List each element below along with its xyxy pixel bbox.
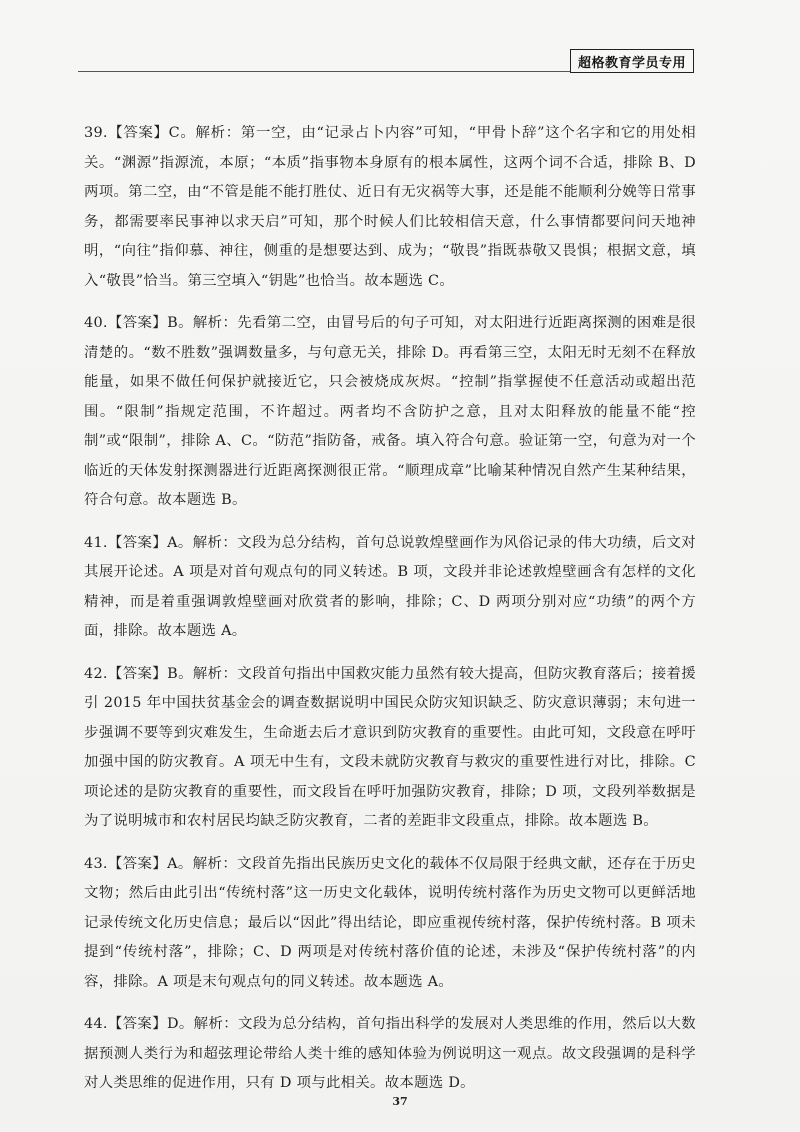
paragraph-q39: 39.【答案】C。解析：第一空，由“记录占卜内容”可知，“甲骨卜辞”这个名字和它的用处相关。“渊源”指源流，本原；“本质”指事物本身原有的根本属性，这两个词不合适，排除 B、D 两项。第二空，由“不管是能不能打胜仗、近日有无灾祸等大事，还是能不能顺利分娩等日常事务，都需要率民事神以求天启”可知，那个时候人们比较相信天意，什么事情都要问问天地神明，“向往”指仰慕、神往，侧重的是想要达到、成为；“敬畏”指既恭敬又畏惧；根据文意，填入“敬畏”恰当。第三空填入“钥匙”也恰当。故本题选 C。	[84, 125, 696, 289]
page-number: 37	[392, 1095, 408, 1108]
paragraph-q41: 41.【答案】A。解析：文段为总分结构，首句总说敦煌壁画作为风俗记录的伟大功绩，后文对其展开论述。A 项是对首句观点句的同义转述。B 项，文段并非论述敦煌壁画含有怎样的文化精神，而是着重强调敦煌壁画对欣赏者的影响，排除；C、D 两项分别对应“功绩”的两个方面，排除。故本题选 A。	[84, 534, 696, 639]
paragraph-q44: 44.【答案】D。解析：文段为总分结构，首句指出科学的发展对人类思维的作用，然后以大数据预测人类行为和超弦理论带给人类十维的感知体验为例说明这一观点。故文段强调的是科学对人类思维的促进作用，只有 D 项与此相关。故本题选 D。	[84, 1016, 696, 1091]
paragraph-q43: 43.【答案】A。解析：文段首先指出民族历史文化的载体不仅局限于经典文献，还存在于历史文物；然后由此引出“传统村落”这一历史文化载体，说明传统村落作为历史文物可以更鲜活地记录传统文化历史信息；最后以“因此”得出结论，即应重视传统村落，保护传统村落。B 项未提到“传统村落”，排除；C、D 两项是对传统村落价值的论述，未涉及“保护传统村落”的内容，排除。A 项是末句观点句的同义转述。故本题选 A。	[84, 855, 696, 990]
paragraph-q42: 42.【答案】B。解析：文段首句指出中国救灾能力虽然有较大提高，但防灾教育落后；接着援引 2015 年中国扶贫基金会的调查数据说明中国民众防灾知识缺乏、防灾意识薄弱；末句进一步强调不要等到灾难发生，生命逝去后才意识到防灾教育的重要性。由此可知，文段意在呼吁加强中国的防灾教育。A 项无中生有，文段未就防灾教育与救灾的重要性进行对比，排除。C 项论述的是防灾教育的重要性，而文段旨在呼吁加强防灾教育，排除；D 项，文段列举数据是为了说明城市和农村居民均缺乏防灾教育，二者的差距非文段重点，排除。故本题选 B。	[84, 665, 696, 829]
paragraph-q40: 40.【答案】B。解析：先看第二空，由冒号后的句子可知，对太阳进行近距离探测的困难是很清楚的。“数不胜数”强调数量多，与句意无关，排除 D。再看第三空，太阳无时无刻不在释放能量，如果不做任何保护就接近它，只会被烧成灰烬。“控制”指掌握使不任意活动或超出范围。“限制”指规定范围，不许超过。两者均不含防护之意，且对太阳释放的能量不能“控制”或“限制”，排除 A、C。“防范”指防备，戒备。填入符合句意。验证第一空，句意为对一个临近的天体发射探测器进行近距离探测很正常。“顺理成章”比喻某种情况自然产生某种结果，符合句意。故本题选 B。	[84, 315, 696, 508]
header-badge: 超格教育学员专用	[570, 49, 694, 73]
answer-explanations	[84, 119, 696, 1112]
